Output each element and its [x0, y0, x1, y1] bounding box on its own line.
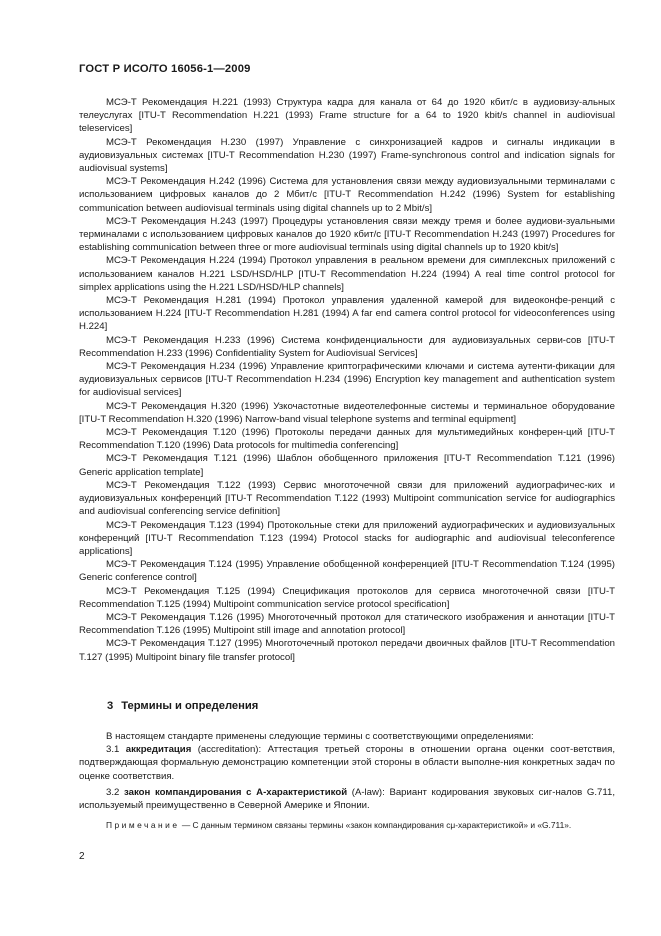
section-heading [107, 700, 258, 712]
term-name: аккредитация [125, 744, 192, 756]
reference-item: МСЭ-Т Рекомендация Н.233 (1996) Система конфиденциальности для аудиовизуальных серви-сов [ITU-T Recommendation H.233 (1996) Confidentiality System for Audiovisual Services] [79, 334, 615, 359]
term-entry [79, 786, 615, 812]
reference-item: МСЭ-Т Рекомендация Т.125 (1994) Спецификация протоколов для сервиса многоточечной связи [ITU-T Recommendation T.125 (1994) Multipoint communication service protocol specification] [79, 585, 615, 610]
section-number: 3 [107, 700, 114, 712]
references-list [79, 96, 615, 664]
note-block [79, 819, 615, 831]
page-number: 2 [79, 851, 85, 862]
term-definition: (A-law): Вариант кодирования звуковых сиг-налов G.711, используемый преимущественно в Северной Америке и Японии. [79, 786, 615, 812]
note-label: Примечание [106, 820, 180, 830]
term-number: 3.1 [106, 744, 120, 756]
reference-item: МСЭ-Т Рекомендация Н.234 (1996) Управление криптографическими ключами и система аутенти-фикации для аудиовизуальных сервисов [ITU-T Recommendation H.234 (1996) Encryption key management and authentication system for audiovisual services] [79, 361, 615, 399]
reference-item: МСЭ-Т Рекомендация Т.121 (1996) Шаблон обобщенного приложения [ITU-T Recommendation T.121 (1996) Generic application template] [79, 453, 615, 478]
reference-item: МСЭ-Т Рекомендация Т.127 (1995) Многоточечный протокол передачи двоичных файлов [ITU-T Recommendation T.127 (1995) Multipoint binary file transfer protocol] [79, 638, 615, 663]
terms-block [79, 730, 615, 812]
term-definition: (accreditation): Аттестация третьей стороны в отношении органа оценки соот-ветствия, подтверждающая формальную демонстрацию компетенции этой стороны в области выполне-ния конкретных задач по оценке соответствия. [79, 744, 615, 782]
section-title: Термины и определения [121, 700, 259, 712]
reference-item: МСЭ-Т Рекомендация Н.221 (1993) Структура кадра для канала от 64 до 1920 кбит/с в аудиовизу-альных телеуслугах [ITU-T Recommendation H.221 (1993) Frame structure for a 64 to 1920 kbit/s channel in audiovisual teleservices] [79, 97, 615, 135]
term-number: 3.2 [106, 786, 120, 798]
reference-item: МСЭ-Т Рекомендация Т.123 (1994) Протокольные стеки для приложений аудиографических и аудиовизуальных конференций [ITU-T Recommendation T.123 (1994) Protocol stacks for audiographic and audiovisual teleconference applications] [79, 519, 615, 557]
term-name: закон компандирования с А-характеристикой [124, 786, 348, 798]
note-paragraph [79, 819, 615, 831]
reference-item: МСЭ-Т Рекомендация Н.281 (1994) Протокол управления удаленной камерой для видеоконфе-ренций с использованием Н.224 [ITU-T Recommendation H.281 (1994) A far end camera control protocol for videoconferences using H.224] [79, 295, 615, 333]
reference-item: МСЭ-Т Рекомендация Т.124 (1995) Управление обобщенной конференцией [ITU-T Recommendation T.124 (1995) Generic conference control] [79, 559, 615, 584]
term-entry [79, 743, 615, 783]
reference-item: МСЭ-Т Рекомендация Н.320 (1996) Узкочастотные видеотелефонные системы и терминальное оборудование [ITU-T Recommendation H.320 (1996) Narrow-band visual telephone systems and terminal equipment] [79, 400, 615, 425]
reference-item: МСЭ-Т Рекомендация Т.122 (1993) Сервис многоточечной связи для приложений аудиографичес-ких и аудиовизуальных конференций [ITU-T Recommendation T.122 (1993) Multipoint communication service for audiographics and audiovisual conferencing service definition] [79, 479, 615, 518]
reference-item: МСЭ-Т Рекомендация Н.224 (1994) Протокол управления в реальном времени для симплексных приложений с использованием каналов Н.221 LSD/HSD/HLP [ITU-T Recommendation H.224 (1994) A real time control protocol for simplex applications using the H.221 LSD/HSD/HLP channels] [79, 255, 615, 293]
standard-header: ГОСТ Р ИСО/ТО 16056-1—2009 [79, 63, 251, 75]
reference-item: МСЭ-Т Рекомендация Н.230 (1997) Управление с синхронизацией кадров и сигналы индикации в аудиовизуальных системах [ITU-T Recommendation H.230 (1997) Frame-synchronous control and indication signals for audiovisual systems] [79, 136, 615, 175]
reference-item: МСЭ-Т Рекомендация Т.126 (1995) Многоточечный протокол для статического изображения и аннотации [ITU-T Recommendation T.126 (1995) Multipoint still image and annotation protocol] [79, 611, 615, 637]
note-text: — С данным термином связаны термины «закон компандирования сμ-характеристикой» и «G.711». [181, 820, 572, 830]
reference-item: МСЭ-Т Рекомендация Н.243 (1997) Процедуры установления связи между тремя и более аудиови-зуальными терминалами с использованием цифровых каналов до 1920 кбит/с [ITU-T Recommendation H.243 (1997) Procedures for establishing communication between three or more audiovisual terminals using digital channels up to 1920 kbit/s] [79, 215, 615, 254]
terms-intro: В настоящем стандарте применены следующие термины с соответствующими определениями: [106, 731, 534, 742]
reference-item: МСЭ-Т Рекомендация Н.242 (1996) Система для установления связи между аудиовизуальными терминалами с использованием цифровых каналов до 2 Мбит/с [ITU-T Recommendation H.242 (1996) System for establishing communication between audiovisual terminals using digital channels up to 2 Mbit/s] [79, 176, 615, 214]
reference-item: МСЭ-Т Рекомендация Т.120 (1996) Протоколы передачи данных для мультимедийных конферен-ций [ITU-T Recommendation T.120 (1996) Data protocols for multimedia conferencing] [79, 427, 615, 452]
